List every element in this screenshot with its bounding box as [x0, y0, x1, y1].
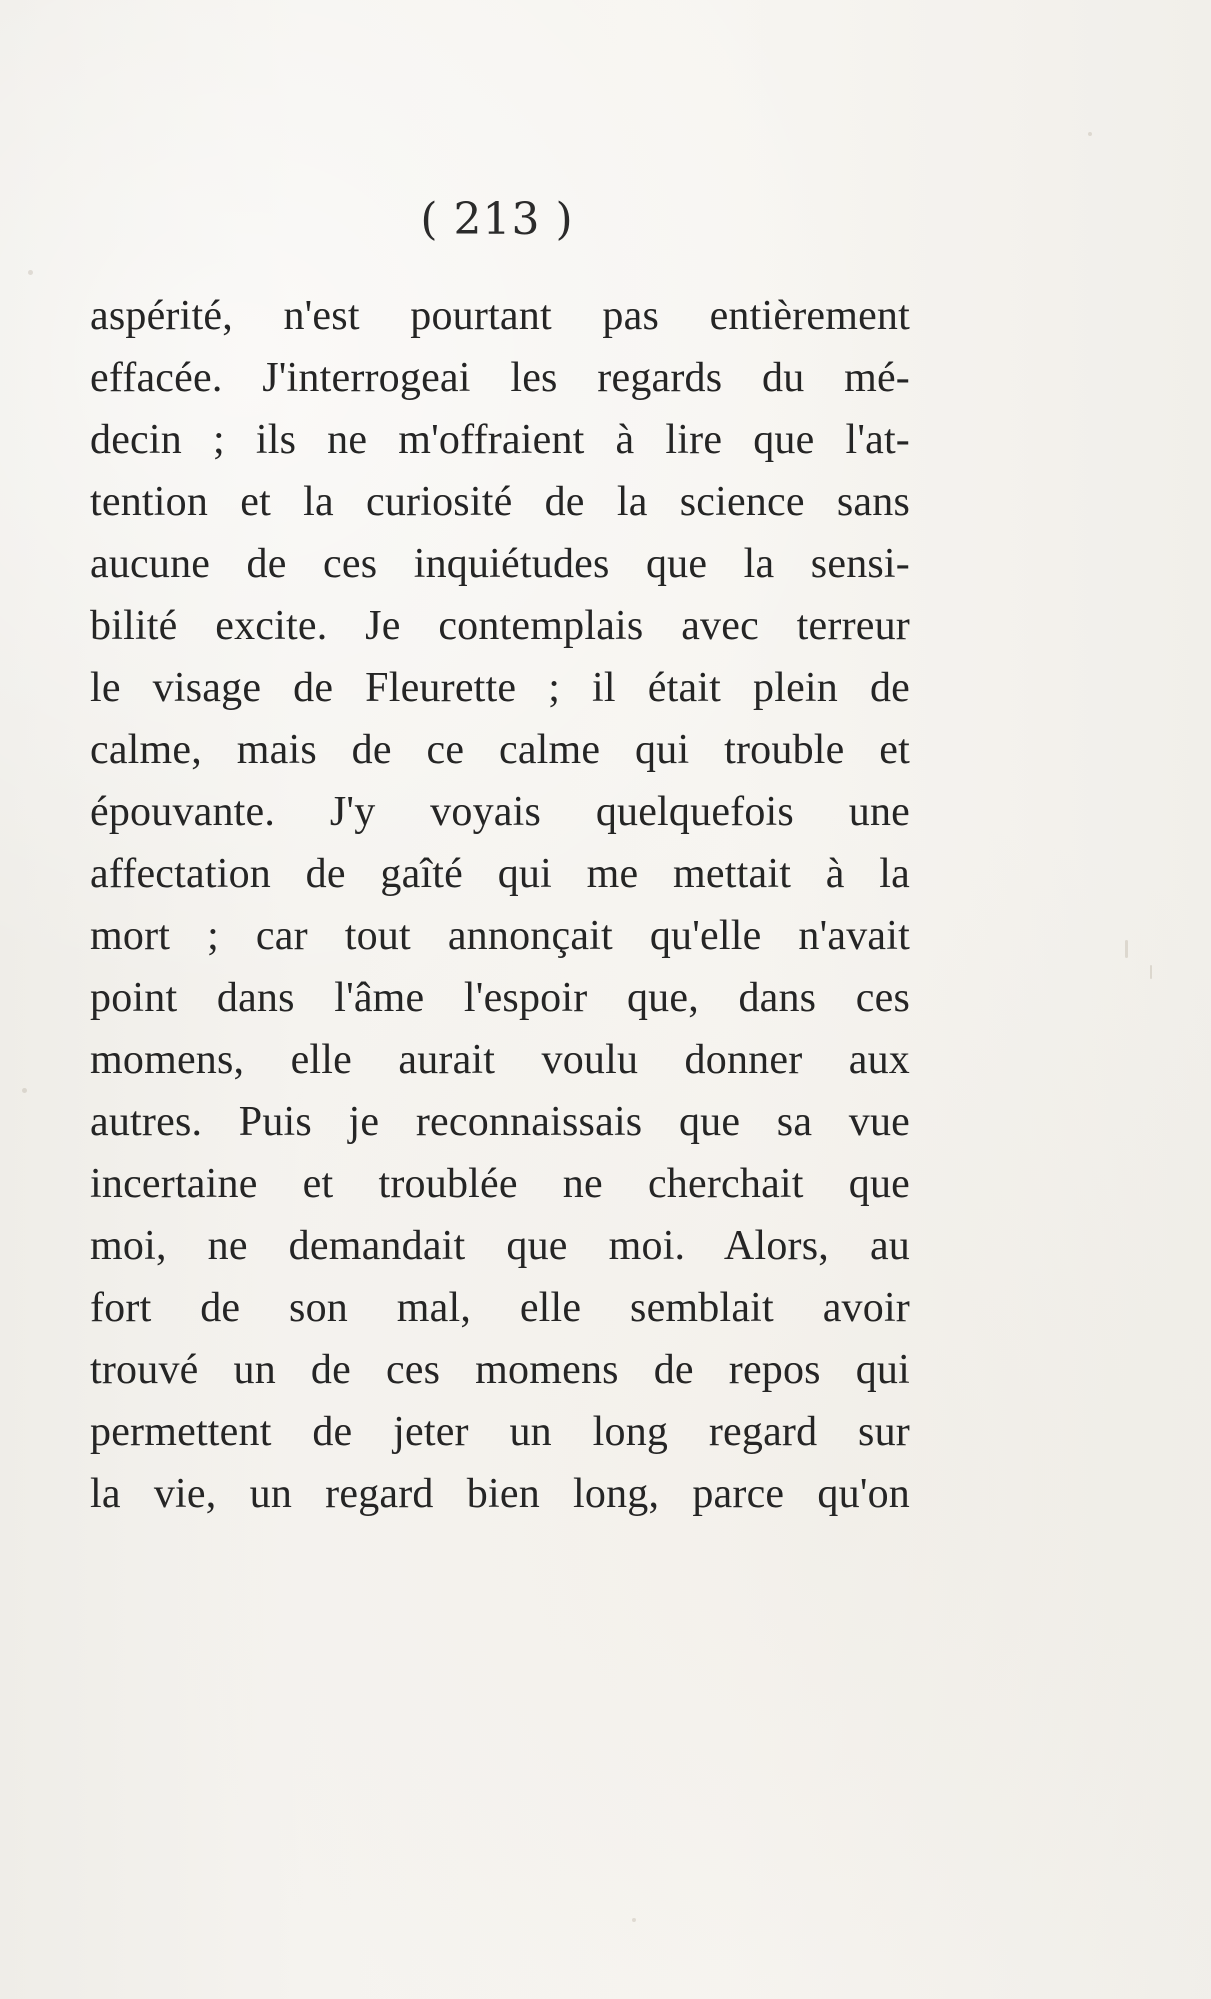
text-line: fort de son mal, elle semblait avoir [90, 1285, 910, 1331]
text-line: mort ; car tout annonçait qu'elle n'avait [90, 913, 910, 959]
text-line: momens, elle aurait voulu donner aux [90, 1037, 910, 1083]
paper-speck [28, 270, 33, 275]
paper-speck [1150, 965, 1152, 979]
text-line: aucune de ces inquiétudes que la sensi- [90, 541, 910, 587]
paper-speck [1088, 132, 1092, 136]
text-line: affectation de gaîté qui me mettait à la [90, 851, 910, 897]
text-line: incertaine et troublée ne cherchait que [90, 1161, 910, 1207]
text-line: decin ; ils ne m'offraient à lire que l'at- [90, 417, 910, 463]
page-text [90, 285, 910, 1525]
text-line: épouvante. J'y voyais quelquefois une [90, 789, 910, 835]
text-line: point dans l'âme l'espoir que, dans ces [90, 975, 910, 1021]
text-line: le visage de Fleurette ; il était plein de [90, 665, 910, 711]
paper-speck [632, 1918, 636, 1922]
text-line: calme, mais de ce calme qui trouble et [90, 727, 910, 773]
page-number: ( 213 ) [420, 194, 574, 245]
blank-lower-margin [100, 1580, 920, 1760]
text-line: bilité excite. Je contemplais avec terreur [90, 603, 910, 649]
text-line: tention et la curiosité de la science sans [90, 479, 910, 525]
text-line: trouvé un de ces momens de repos qui [90, 1347, 910, 1393]
text-line: autres. Puis je reconnaissais que sa vue [90, 1099, 910, 1145]
text-line: la vie, un regard bien long, parce qu'on [90, 1471, 910, 1517]
text-line: moi, ne demandait que moi. Alors, au [90, 1223, 910, 1269]
paper-speck [22, 1088, 27, 1093]
text-line: permettent de jeter un long regard sur [90, 1409, 910, 1455]
text-line: aspérité, n'est pourtant pas entièrement [90, 293, 910, 339]
paper-speck [1125, 940, 1128, 958]
text-line: effacée. J'interrogeai les regards du mé- [90, 355, 910, 401]
